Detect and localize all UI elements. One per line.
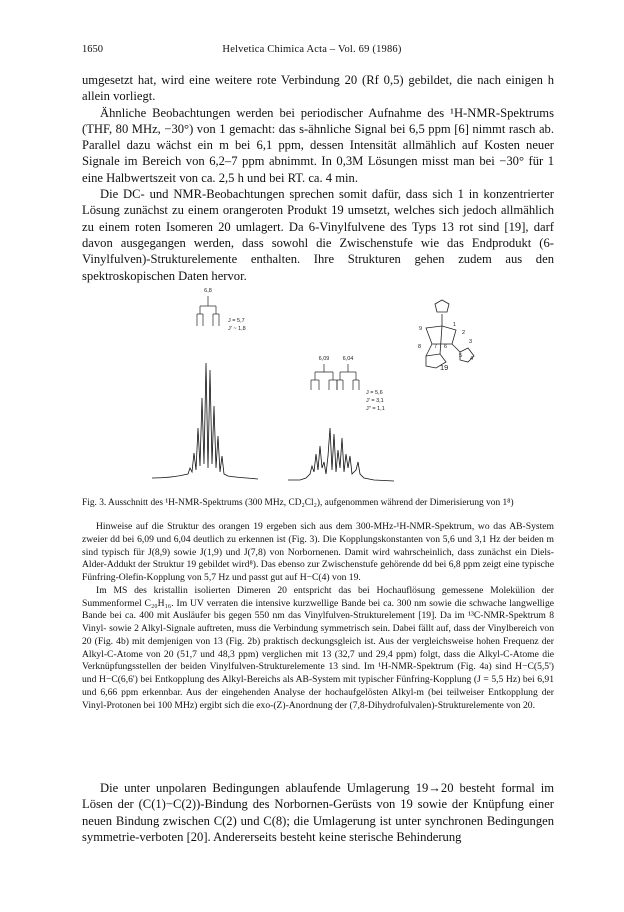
spectrum-trace-right: [288, 428, 394, 481]
atom-label-7: 7: [434, 344, 438, 350]
compound-label-19: 19: [440, 363, 449, 372]
paragraph-4: Die unter unpolaren Bedingungen ablaufende Umlagerung 19→20 besteht formal im Lösen der (C(1)−C(2))-Bindung des Norbornen-Gerüsts von 19 sowie der Knüpfung einer neuen Bindung zwischen C(2) und C(8); die Umlagerung ist unter synchronen Bedingungen symmetrie-verboten [20]. Andererseits besteht keine sterische Behinderung: [82, 781, 554, 844]
figure-caption: Fig. 3. Ausschnitt des ¹H-NMR-Spektrums (300 MHz, CD₂Cl₂), aufgenommen während der Dimerisierung von 1⁸): [82, 498, 514, 508]
body-text-top: [82, 72, 554, 284]
atom-label-9: 9: [419, 326, 423, 332]
small-text-block: [82, 521, 554, 712]
atom-label-8: 8: [418, 344, 422, 350]
atom-label-1: 1: [453, 322, 457, 328]
coupling-right-2: J' = 3,1: [366, 398, 384, 404]
nmr-spectrum-figure: [150, 278, 490, 490]
coupling-right-3: J'' = 1,1: [366, 406, 385, 412]
small-paragraph-2: Im MS des kristallin isolierten Dimeren 20 entspricht das bei Hochauflösung gemessene Molekülion der Summenformel C₂₀H₁₆. Im UV verraten die intensive kurzwellige Bande bei ca. 300 nm sowie die schwache langwellige Bande bei ca. 400 mit Ausläufer bis gegen 550 nm das Vinylfulven-Strukturelement [19]. Da im ¹³C-NMR-Spektrum 8 Vinyl- sowie 2 Alkyl-Signale auftreten, muss die Verbindung symmetrisch sein. Dabei fällt auf, dass der Vinylbereich von 20 (Fig. 4b) mit demjenigen von 13 (Fig. 2b) praktisch deckungsgleich ist. Aus der vergleichsweise hohen Frequenz der Alkyl-C-Atome von 20 (51,7 und 48,3 ppm) verglichen mit 13 (32,7 und 29,4 ppm) folgt, dass die Alkyl-C-Atome die Verknüpfungsstellen der beiden Vinylfulven-Strukturelemente 13 sind. Im ¹H-NMR-Spektrum (Fig. 4a) sind H−C(5,5') und H−C(6,6') bei Entkopplung des Alkyl-Bereichs als AB-System mit typischer Fünfring-Kopplung (J = 5,5 Hz) bei 6,91 und 6,66 ppm erkennbar. Aus der eingehenden Analyse der hochaufgelösten Alkyl-m (bei teilweiser Entkopplung der Vinyl-Protonen bei 100 MHz) ergibt sich die exo-(Z)-Anordnung der (7,8-Dihydrofulvalen)-Strukturelemente von 20.: [82, 584, 554, 711]
splitting-tree-right: [311, 364, 359, 390]
coupling-right-1: J = 5,6: [366, 390, 383, 396]
body-text-bottom: [82, 780, 554, 845]
coupling-left-2: J' ~ 1,8: [228, 326, 246, 332]
splitting-tree-left: [197, 296, 219, 326]
spectrum-trace-left: [152, 363, 258, 479]
atom-label-6: 6: [444, 344, 448, 350]
structure-19-drawing: [426, 300, 474, 368]
running-head: Helvetica Chimica Acta – Vol. 69 (1986): [222, 44, 402, 55]
atom-label-5: 5: [459, 353, 463, 359]
atom-label-2: 2: [462, 330, 466, 336]
atom-label-4: 4: [470, 356, 474, 362]
small-paragraph-1: Hinweise auf die Struktur des orangen 19 ergeben sich aus dem 300-MHz-¹H-NMR-Spektrum, wo das AB-System zweier dd bei 6,09 und 6,04 deutlich zu erkennen ist (Fig. 3). Die Kopplungskonstanten von 5,6 und 3,1 Hz der beiden m sind typisch für J(8,9) sowie J(1,9) und J(7,8) von Norbornenen. Damit wird wahrscheinlich, dass zunächst ein Diels-Alder-Addukt der Struktur 19 gebildet wird⁸). Das ebenso zur Zwischenstufe gehörende dd bei 6,8 ppm zeigt eine typische Fünfring-Olefin-Kopplung von 5,7 Hz und passt gut auf H−C(4) von 19.: [82, 521, 554, 583]
paragraph-2: Ähnliche Beobachtungen werden bei periodischer Aufnahme des ¹H-NMR-Spektrums (THF, 80 MHz, −30°) von 1 gemacht: das s-ähnliche Signal bei 6,5 ppm [6] nimmt rasch ab. Parallel dazu wächst ein m bei 6,1 ppm, dessen Intensität allmählich auf Kosten neuer Signale im Bereich von 6,2–7 ppm abnimmt. In 0,3M Lösungen misst man bei −30° für 1 eine Halbwertszeit von ca. 2,5 h und bei RT. ca. 4 min.: [82, 105, 554, 185]
page-number: 1650: [82, 44, 103, 55]
paragraph-3: Die DC- und NMR-Beobachtungen sprechen somit dafür, dass sich 1 in konzentrierter Lösung zunächst zu einem orangeroten Produkt 19 umsetzt, welches sich jedoch allmählich zu einem roten Isomeren 20 umlagert. Da 6-Vinylfulvene des Typs 13 rot sind [19], darf davon ausgegangen werden, dass sowohl die Zwischenstufe wie das Endprodukt (6-Vinylfulven)-Strukturelemente enthalten. Ihre Strukturen gehen zudem aus den spektroskopischen Daten hervor.: [82, 187, 554, 283]
coupling-left-1: J = 5,7: [228, 318, 245, 324]
peak-shift-mid-2: 6,04: [342, 356, 354, 362]
paragraph-1: umgesetzt hat, wird eine weitere rote Verbindung 20 (Rf 0,5) gebildet, die nach einigen h allein vorliegt.: [82, 73, 554, 104]
atom-label-3: 3: [469, 339, 473, 345]
peak-shift-mid-1: 6,09: [318, 356, 330, 362]
peak-shift-left: 6,8: [204, 288, 212, 294]
